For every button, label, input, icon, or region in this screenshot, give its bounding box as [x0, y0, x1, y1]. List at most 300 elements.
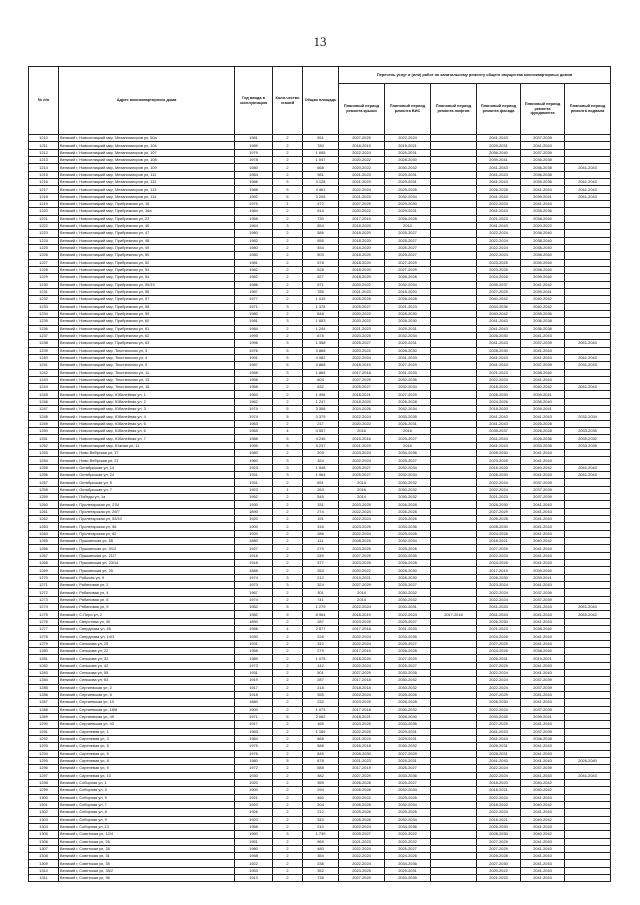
cell-floors: 2 — [273, 523, 303, 530]
cell-foundation: 2036-2038 — [521, 325, 565, 332]
cell-roof: 2016-2018 — [339, 743, 385, 750]
cell-basement — [565, 552, 611, 559]
cell-foundation: 2041-2043 — [521, 794, 565, 801]
cell-vis: 2025-2027 — [385, 237, 431, 244]
cell-address: Великий г, Октябрьская ул, 7 — [59, 486, 235, 493]
cell-floors: 2 — [273, 596, 303, 603]
cell-year: 1971 — [235, 303, 273, 310]
cell-roof: 2018-2019 — [339, 611, 385, 618]
cell-num: 1249 — [29, 420, 59, 427]
cell-address: Великий г, Сергиевская ул, 2 — [59, 684, 235, 691]
cell-floors: 2 — [273, 640, 303, 647]
cell-num: 1253 — [29, 450, 59, 457]
cell-vis: 2025-2027 — [385, 582, 431, 589]
cell-facade: 2041-2043 — [477, 318, 521, 325]
cell-facade: 2041-2043 — [477, 728, 521, 735]
cell-vis: 2029-2031 — [385, 735, 431, 742]
table-row — [29, 149, 611, 156]
cell-basement — [565, 494, 611, 501]
cell-vis: 2032-2034 — [385, 816, 431, 823]
cell-address: Великий г, Пролетарская ул, 27И — [59, 501, 235, 508]
cell-roof: 2022-2024 — [339, 457, 385, 464]
cell-lift — [431, 545, 477, 552]
cell-floors: 2 — [273, 479, 303, 486]
cell-num: 1258 — [29, 486, 59, 493]
cell-facade: 2026-2028 — [477, 186, 521, 193]
cell-foundation: 2041-2043 — [521, 450, 565, 457]
cell-facade: 2022-2024 — [477, 479, 521, 486]
cell-foundation: 2039-2041 — [521, 193, 565, 200]
cell-lift — [431, 457, 477, 464]
cell-num: 1260 — [29, 501, 59, 508]
cell-area: 668 — [303, 164, 339, 171]
cell-foundation: 2037-2039 — [521, 486, 565, 493]
cell-num: 1277 — [29, 625, 59, 632]
cell-year: 1975 — [235, 200, 273, 207]
cell-floors: 2 — [273, 208, 303, 215]
table-row — [29, 684, 611, 691]
cell-num: 1238 — [29, 340, 59, 347]
cell-roof: 2023-2025 — [339, 721, 385, 728]
cell-area: 503 — [303, 252, 339, 259]
cell-year: 1958 — [235, 853, 273, 860]
cell-year: 1981 — [235, 259, 273, 266]
cell-lift — [431, 677, 477, 684]
cell-address: Великий г, Новоселицкий мкр, Прибрежная ул, 52 — [59, 259, 235, 266]
table-row — [29, 831, 611, 838]
cell-floors: 2 — [273, 677, 303, 684]
cell-floors: 2 — [273, 215, 303, 222]
cell-address: Великий г, Новоселицкий мкр, Прибрежная ул, 58 — [59, 303, 235, 310]
cell-num: 1293 — [29, 743, 59, 750]
cell-facade: 2041-2043 — [477, 164, 521, 171]
cell-foundation: 2041-2043 — [521, 530, 565, 537]
cell-address: Великий г, Советская ул, 35 — [59, 860, 235, 867]
cell-basement — [565, 765, 611, 772]
cell-lift — [431, 178, 477, 185]
cell-foundation: 2040-2042 — [521, 303, 565, 310]
cell-basement — [565, 677, 611, 684]
cell-area: 263 — [303, 486, 339, 493]
cell-num: 1306 — [29, 838, 59, 845]
cell-year: 1987 — [235, 288, 273, 295]
cell-floors: 2 — [273, 142, 303, 149]
cell-floors: 2 — [273, 801, 303, 808]
cell-roof: 2025-2026 — [339, 809, 385, 816]
cell-vis: 2033-2035 — [385, 413, 431, 420]
cell-basement: 2041-2043 — [565, 354, 611, 361]
table-row — [29, 823, 611, 830]
table-row — [29, 413, 611, 420]
cell-foundation: 2040-2042 — [521, 787, 565, 794]
cell-basement — [565, 860, 611, 867]
cell-num: 1213 — [29, 156, 59, 163]
cell-facade: 2022-2024 — [477, 684, 521, 691]
cell-num: 1286 — [29, 691, 59, 698]
cell-lift — [431, 794, 477, 801]
cell-vis: 2028-2030 — [385, 347, 431, 354]
cell-year: 1973 — [235, 582, 273, 589]
table-row — [29, 215, 611, 222]
table-row — [29, 530, 611, 537]
cell-foundation: 2037-2039 — [521, 706, 565, 713]
cell-floors: 2 — [273, 845, 303, 852]
cell-vis: 2027-2029 — [385, 266, 431, 273]
cell-lift — [431, 413, 477, 420]
cell-vis: 2029-2031 — [385, 171, 431, 178]
cell-vis: 2026-2028 — [385, 647, 431, 654]
cell-facade: 2023-2024 — [477, 582, 521, 589]
cell-year: 1974 — [235, 596, 273, 603]
cell-vis: 2034-2036 — [385, 523, 431, 530]
table-row — [29, 625, 611, 632]
cell-basement — [565, 662, 611, 669]
cell-facade: 2022-2024 — [477, 706, 521, 713]
cell-roof: 2022-2024 — [339, 530, 385, 537]
cell-year: 1880 — [235, 538, 273, 545]
cell-area: 578 — [303, 259, 339, 266]
cell-lift — [431, 831, 477, 838]
cell-address: Великий г, Новоселицкий мкр, Прибрежная ул, 47 — [59, 230, 235, 237]
cell-facade: 2022-2024 — [477, 552, 521, 559]
cell-floors: 3 — [273, 369, 303, 376]
cell-lift — [431, 332, 477, 339]
cell-num: 1211 — [29, 142, 59, 149]
cell-year: 1913 — [235, 875, 273, 882]
cell-basement — [565, 845, 611, 852]
table-row — [29, 765, 611, 772]
cell-vis: 2031-2033 — [385, 369, 431, 376]
cell-vis: 2025-2027 — [385, 435, 431, 442]
cell-year: 1989 — [235, 655, 273, 662]
cell-roof: 2022-2025 — [339, 728, 385, 735]
cell-roof: 2028-2029 — [339, 538, 385, 545]
cell-foundation: 2041-2043 — [521, 860, 565, 867]
cell-facade: 2041-2043 — [477, 362, 521, 369]
cell-year: 1972 — [235, 765, 273, 772]
cell-facade: 2028-2030 — [477, 831, 521, 838]
cell-facade: 2041-2043 — [477, 413, 521, 420]
cell-floors: 2 — [273, 391, 303, 398]
cell-lift — [431, 186, 477, 193]
cell-facade: 2041-2043 — [477, 178, 521, 185]
cell-area: 460 — [303, 794, 339, 801]
cell-roof: 2023-2025 — [339, 560, 385, 567]
table-row — [29, 486, 611, 493]
cell-basement — [565, 669, 611, 676]
cell-floors: 5 — [273, 186, 303, 193]
cell-vis: 2030-2031 — [385, 604, 431, 611]
cell-lift — [431, 625, 477, 632]
cell-address: Великий г, Новоселицкий мкр, Механизаторов ул, 111 — [59, 171, 235, 178]
cell-facade: 2026-2028 — [477, 516, 521, 523]
cell-roof: 2017-2018 — [339, 706, 385, 713]
cell-lift — [431, 750, 477, 757]
cell-facade: 2033-2035 — [477, 713, 521, 720]
cell-area: 1 358 — [303, 340, 339, 347]
table-row — [29, 552, 611, 559]
cell-year: 1974 — [235, 406, 273, 413]
cell-year: 1976 — [235, 347, 273, 354]
cell-foundation: 2036-2038 — [521, 164, 565, 171]
cell-area: 1 244 — [303, 325, 339, 332]
cell-area: 472 — [303, 200, 339, 207]
cell-roof: 2017-2018 — [339, 677, 385, 684]
cell-facade: 2021-2023 — [477, 875, 521, 882]
cell-area: 4 082 — [303, 354, 339, 361]
cell-year: 1923 — [235, 464, 273, 471]
cell-foundation: 2036-2038 — [521, 735, 565, 742]
cell-floors: 2 — [273, 281, 303, 288]
table-row — [29, 362, 611, 369]
cell-area: 212 — [303, 809, 339, 816]
cell-basement — [565, 252, 611, 259]
cell-area: 3 128 — [303, 178, 339, 185]
cell-lift — [431, 464, 477, 471]
cell-lift — [431, 582, 477, 589]
cell-foundation: 2041-2043 — [521, 354, 565, 361]
cell-year: 1890 — [235, 618, 273, 625]
cell-num: 1299 — [29, 787, 59, 794]
cell-vis: 2026-2028 — [385, 501, 431, 508]
cell-facade: 2026-2031 — [477, 655, 521, 662]
cell-facade: 2025-2028 — [477, 853, 521, 860]
cell-lift — [431, 508, 477, 515]
cell-basement — [565, 779, 611, 786]
cell-area: 354 — [303, 853, 339, 860]
cell-num: 1264 — [29, 530, 59, 537]
table-row — [29, 398, 611, 405]
cell-area: 3 205 — [303, 193, 339, 200]
cell-address: Великий г, Новоселицкий мкр, Прибрежная ул, 22 — [59, 215, 235, 222]
table-row — [29, 376, 611, 383]
cell-basement — [565, 420, 611, 427]
cell-num: 1274 — [29, 604, 59, 611]
table-row — [29, 867, 611, 874]
cell-basement — [565, 801, 611, 808]
cell-basement — [565, 787, 611, 794]
cell-area: 2 062 — [303, 713, 339, 720]
cell-address: Великий г, Победы ул, 1а — [59, 494, 235, 501]
cell-lift — [431, 823, 477, 830]
cell-basement — [565, 699, 611, 706]
cell-num: 1254 — [29, 457, 59, 464]
cell-address: Великий г, Соборная ул, 3 — [59, 787, 235, 794]
cell-facade: 2028-2030 — [477, 450, 521, 457]
cell-lift — [431, 420, 477, 427]
cell-lift — [431, 281, 477, 288]
cell-area: 324 — [303, 457, 339, 464]
cell-floors: 2 — [273, 310, 303, 317]
cell-vis: 2021-2023 — [385, 303, 431, 310]
cell-address: Великий г, Сиреневая ул, 8 — [59, 757, 235, 764]
cell-floors: 3 — [273, 303, 303, 310]
cell-year: 1918 — [235, 552, 273, 559]
cell-foundation: 2041-2043 — [521, 845, 565, 852]
cell-address: Великий г, Новоселицкий мкр, Прибрежная ул, 59 — [59, 310, 235, 317]
cell-facade: 2041-2043 — [477, 442, 521, 449]
cell-facade: 2036-2040 — [477, 149, 521, 156]
cell-lift — [431, 252, 477, 259]
cell-facade: 2022-2024 — [477, 589, 521, 596]
cell-roof: 2022-2024 — [339, 508, 385, 515]
cell-vis: 2033-2035 — [385, 633, 431, 640]
cell-address: Великий г, Новоселицкий мкр, Прибрежная ул, 16 — [59, 200, 235, 207]
cell-area: 286 — [303, 530, 339, 537]
cell-facade: 2028-2031 — [477, 750, 521, 757]
cell-address: Великий г, Новоселицкий мкр, Механизаторов ул, 60а — [59, 135, 235, 142]
cell-address: Великий г, Свердлова ул, 14/3 — [59, 633, 235, 640]
cell-facade: 2018-2020 — [477, 779, 521, 786]
table-row — [29, 384, 611, 391]
cell-area: 1 964 — [303, 472, 339, 479]
cell-floors: 2 — [273, 508, 303, 515]
cell-lift — [431, 706, 477, 713]
cell-foundation: 2041-2043 — [521, 560, 565, 567]
cell-area: 111 — [303, 538, 339, 545]
cell-lift — [431, 398, 477, 405]
cell-facade: 2022-2024 — [477, 237, 521, 244]
cell-area: 352 — [303, 867, 339, 874]
header-year: Год ввода в эксплуатацию — [235, 67, 273, 135]
cell-facade: 2026-2030 — [477, 332, 521, 339]
cell-roof: 2027-2029 — [339, 772, 385, 779]
cell-basement — [565, 171, 611, 178]
cell-num: 1247 — [29, 406, 59, 413]
cell-lift — [431, 501, 477, 508]
cell-floors: 2 — [273, 420, 303, 427]
cell-vis: 2025-2027 — [385, 244, 431, 251]
cell-vis: 2025-2026 — [385, 516, 431, 523]
cell-num: 1308 — [29, 853, 59, 860]
cell-floors: 2 — [273, 325, 303, 332]
cell-roof: 2020-2022 — [339, 164, 385, 171]
cell-num: 1242 — [29, 369, 59, 376]
cell-lift — [431, 288, 477, 295]
cell-facade: 2021-2023 — [477, 494, 521, 501]
cell-facade: 2021-2023 — [477, 369, 521, 376]
cell-address: Великий г, Сверстова ул, 30 — [59, 618, 235, 625]
cell-basement: 2033-2035 — [565, 442, 611, 449]
cell-basement — [565, 838, 611, 845]
cell-year: 1976 — [235, 750, 273, 757]
cell-facade: 2028-2030 — [477, 347, 521, 354]
cell-facade: 2022-2024 — [477, 200, 521, 207]
cell-num: 1226 — [29, 252, 59, 259]
table-row — [29, 230, 611, 237]
cell-facade: 2026-2030 — [477, 823, 521, 830]
cell-year: 1931 — [235, 640, 273, 647]
cell-vis: 2030-2032 — [385, 164, 431, 171]
table-row — [29, 560, 611, 567]
cell-basement — [565, 823, 611, 830]
cell-area: 249 — [303, 552, 339, 559]
table-row — [29, 347, 611, 354]
cell-num: 1263 — [29, 523, 59, 530]
cell-basement — [565, 296, 611, 303]
cell-num: 1214 — [29, 164, 59, 171]
table-row — [29, 596, 611, 603]
cell-basement — [565, 713, 611, 720]
cell-floors: 2 — [273, 875, 303, 882]
cell-roof: 2018-2021 — [339, 391, 385, 398]
cell-facade: 2041-2043 — [477, 340, 521, 347]
cell-address: Великий г, Соборная ул, 8 — [59, 809, 235, 816]
table-row — [29, 574, 611, 581]
cell-floors: 2 — [273, 530, 303, 537]
cell-facade: 2024-2026 — [477, 274, 521, 281]
cell-year: 1983 — [235, 728, 273, 735]
cell-basement — [565, 347, 611, 354]
cell-roof: 2017-2018 — [339, 625, 385, 632]
cell-roof: 2020-2022 — [339, 347, 385, 354]
cell-year: 1980 — [235, 310, 273, 317]
cell-vis: 2032-2036 — [385, 376, 431, 383]
cell-year: 1991 — [235, 354, 273, 361]
cell-floors: 2 — [273, 867, 303, 874]
cell-num: 1292 — [29, 735, 59, 742]
cell-floors: 2 — [273, 728, 303, 735]
cell-facade: 2022-2024 — [477, 230, 521, 237]
cell-roof: 2014 — [339, 494, 385, 501]
cell-floors: 5 — [273, 442, 303, 449]
cell-lift — [431, 171, 477, 178]
cell-basement — [565, 501, 611, 508]
cell-facade: 2024-2026 — [477, 530, 521, 537]
cell-area: 210 — [303, 823, 339, 830]
table-row — [29, 442, 611, 449]
cell-floors: 2 — [273, 545, 303, 552]
cell-basement — [565, 530, 611, 537]
cell-area: 588 — [303, 743, 339, 750]
cell-year: 1958 — [235, 647, 273, 654]
table-row — [29, 567, 611, 574]
cell-year: 1956 — [235, 625, 273, 632]
table-row — [29, 779, 611, 786]
cell-roof: 2027-2029 — [339, 582, 385, 589]
cell-area: 981 — [303, 171, 339, 178]
cell-roof: 2020-2022 — [339, 208, 385, 215]
table-row — [29, 582, 611, 589]
cell-basement — [565, 479, 611, 486]
cell-lift — [431, 647, 477, 654]
cell-address: Великий г, Новоселицкий мкр, Прибрежная ул, 60 — [59, 318, 235, 325]
cell-floors: 2 — [273, 156, 303, 163]
cell-floors: 3 — [273, 457, 303, 464]
cell-area: 1 015 — [303, 296, 339, 303]
cell-foundation: 2041-2043 — [521, 743, 565, 750]
cell-num: 1296 — [29, 765, 59, 772]
cell-lift — [431, 230, 477, 237]
cell-roof: 2026-2028 — [339, 779, 385, 786]
cell-area: 588 — [303, 765, 339, 772]
cell-area: 4 461 — [303, 186, 339, 193]
cell-address: Великий г, Новоселицкий мкр, Юбилейная ул, 7 — [59, 435, 235, 442]
cell-address: Великий г, Новоселицкий мкр, Механизаторов ул, 112 — [59, 178, 235, 185]
cell-roof: 2021-2023 — [339, 288, 385, 295]
cell-basement — [565, 200, 611, 207]
cell-num: 1270 — [29, 574, 59, 581]
cell-facade: 2027-2029 — [477, 721, 521, 728]
cell-year: 1995 — [235, 442, 273, 449]
table-row — [29, 288, 611, 295]
table-row — [29, 406, 611, 413]
cell-num: 1279 — [29, 640, 59, 647]
cell-num: 1272 — [29, 589, 59, 596]
cell-basement — [565, 457, 611, 464]
cell-year: 1982 — [235, 266, 273, 273]
cell-vis: 2025-2027 — [385, 252, 431, 259]
